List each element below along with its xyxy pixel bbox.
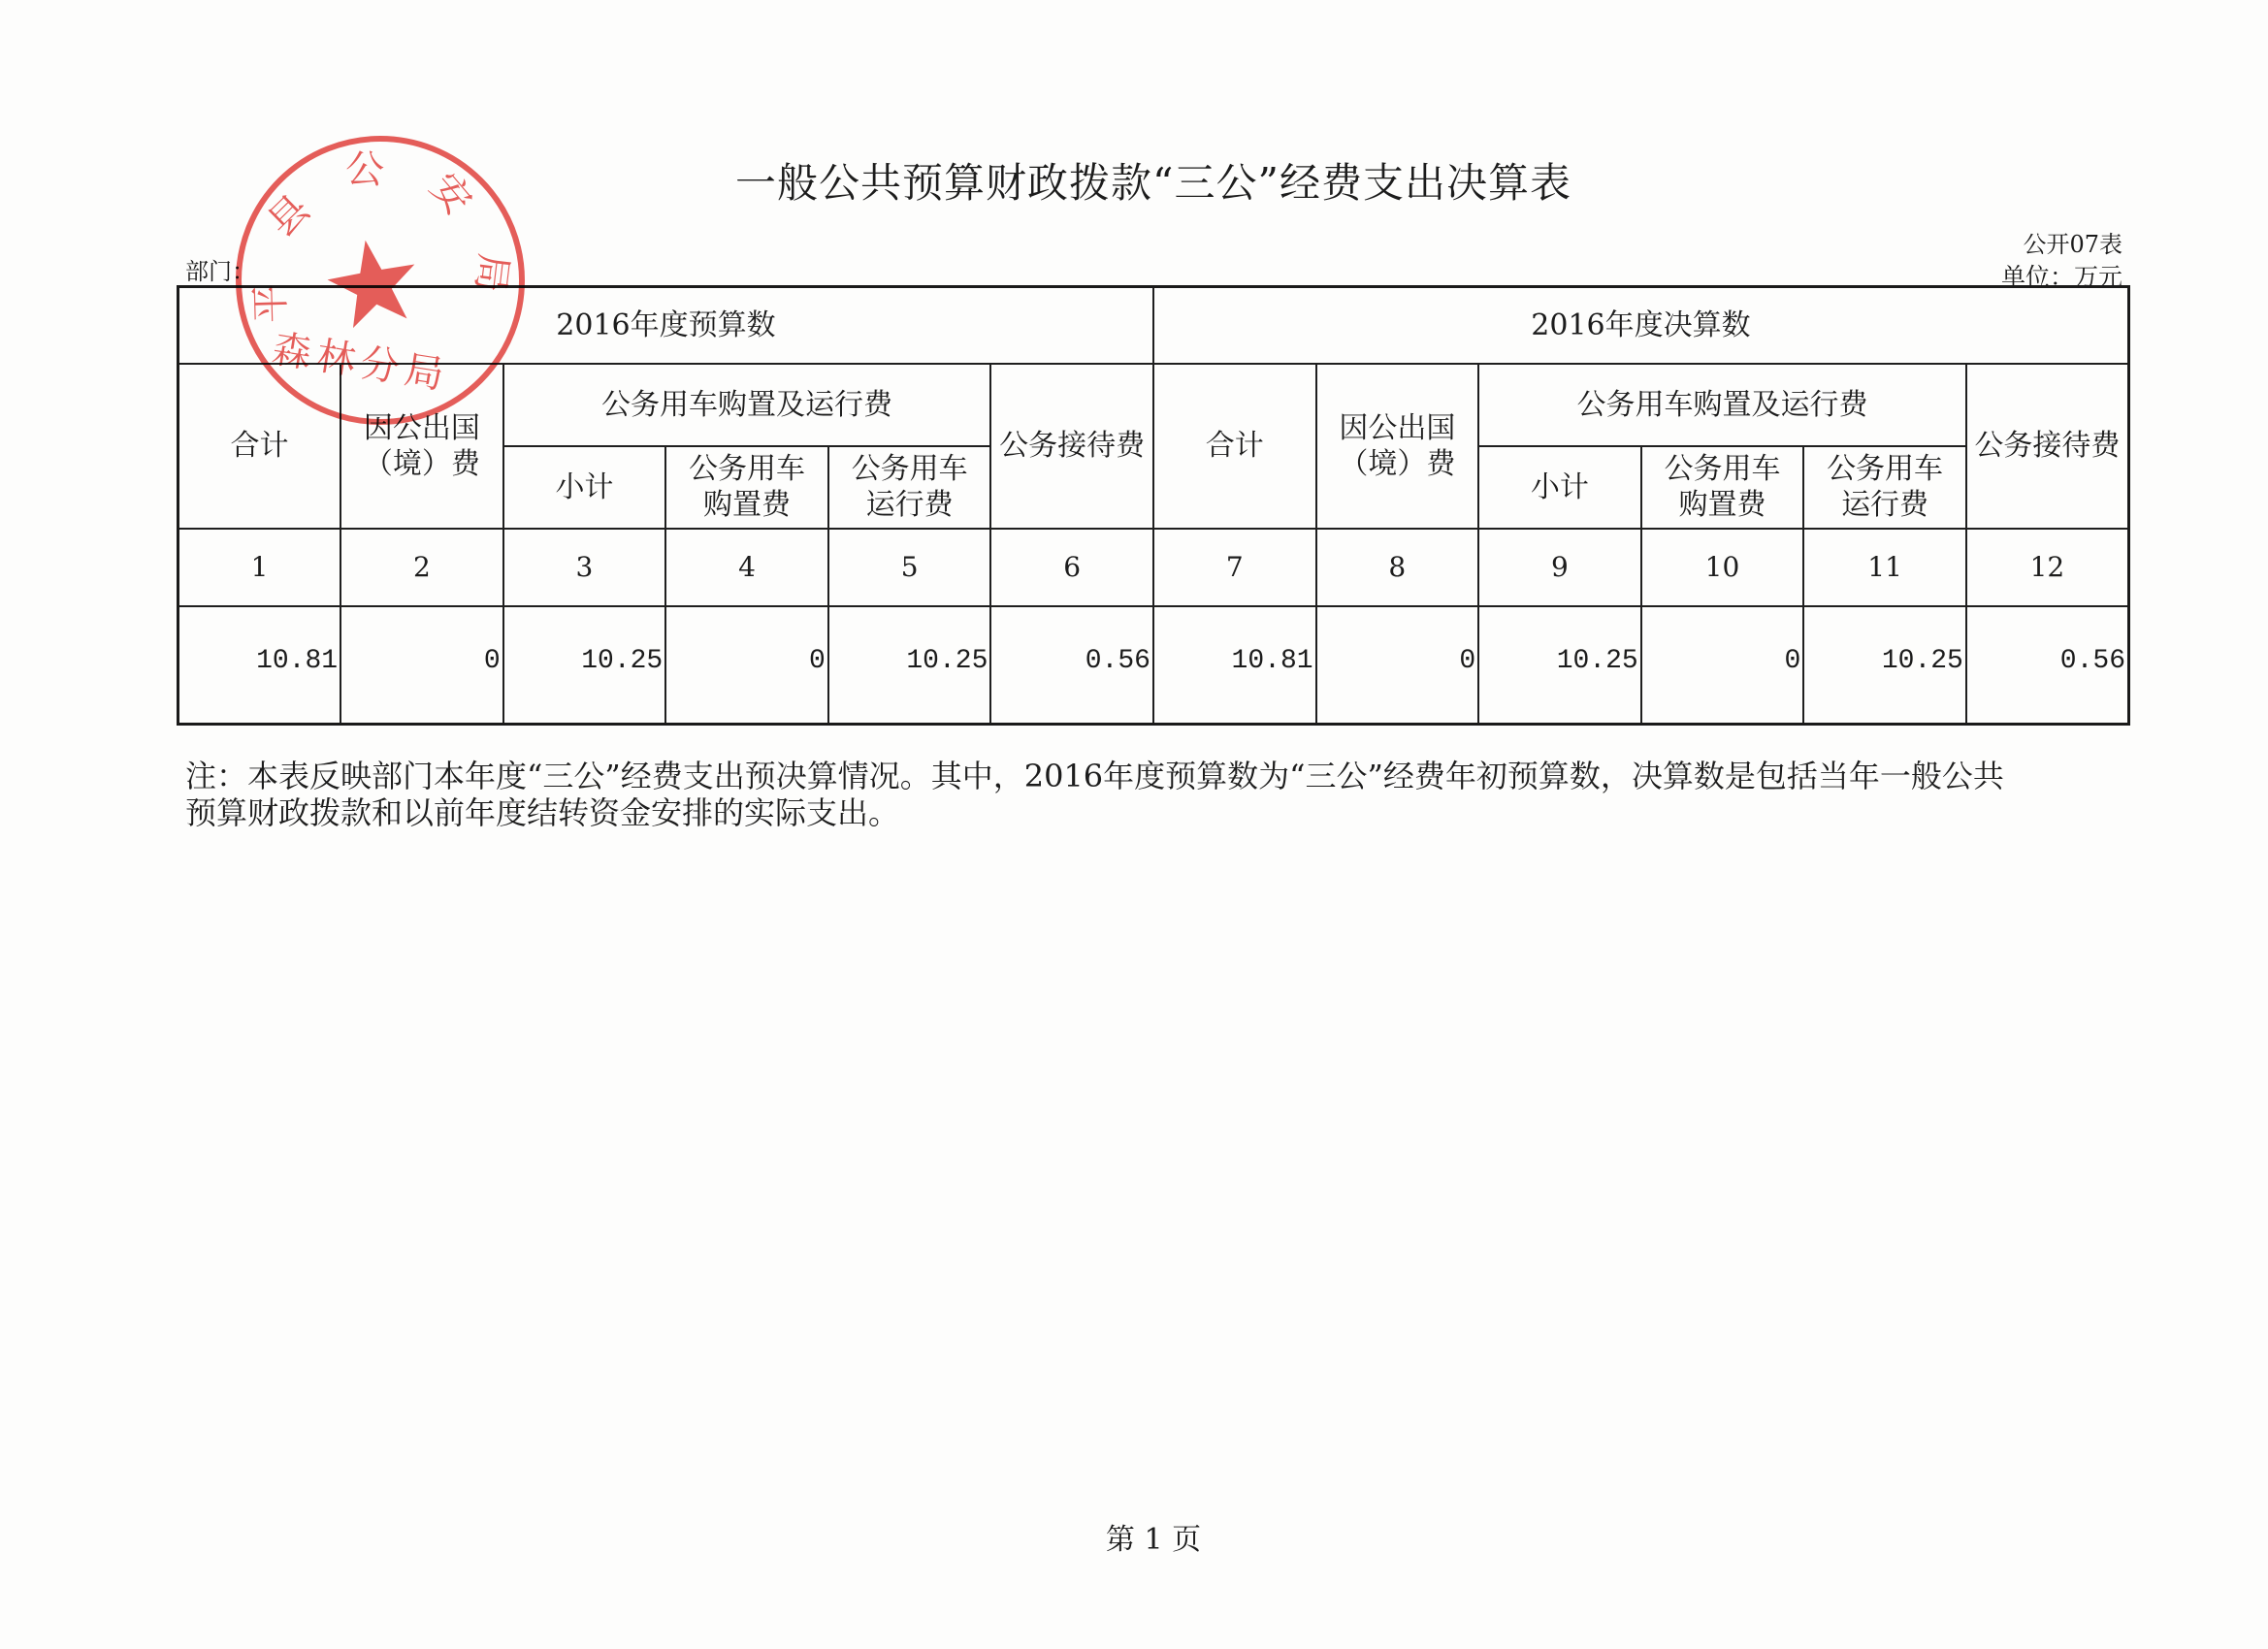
value-cell: 0 bbox=[665, 606, 828, 725]
header-line: 因公出国 bbox=[363, 410, 480, 445]
note-line: 注：本表反映部门本年度“三公”经费支出预决算情况。其中，2016年度预算数为“三公”经费年初预算数，决算数是包括当年一般公共 bbox=[185, 758, 2004, 794]
seal-arc-text: 平县公安局 bbox=[246, 146, 516, 336]
table-note bbox=[185, 758, 2004, 831]
seal-inner-text: 森林分局 bbox=[269, 326, 453, 400]
value-cell: 10.81 bbox=[1153, 606, 1316, 725]
header-final-subtotal: 小计 bbox=[1478, 446, 1641, 529]
header-budget-total: 合计 bbox=[178, 364, 341, 529]
column-number: 5 bbox=[828, 529, 991, 606]
header-line: 公务用车 bbox=[851, 452, 968, 486]
column-number: 7 bbox=[1153, 529, 1316, 606]
seal-star-icon bbox=[322, 233, 424, 331]
form-code: 公开07表 bbox=[2023, 231, 2122, 258]
header-line: 公务用车 bbox=[689, 452, 806, 486]
header-budget-vehicle-operation bbox=[828, 446, 991, 529]
header-line: 因公出国 bbox=[1339, 410, 1456, 445]
header-line: 购置费 bbox=[703, 488, 792, 522]
group-header-final: 2016年度决算数 bbox=[1153, 287, 2129, 364]
column-number: 8 bbox=[1316, 529, 1479, 606]
value-cell: 10.25 bbox=[503, 606, 666, 725]
department-label: 部门： bbox=[185, 258, 255, 285]
column-number: 9 bbox=[1478, 529, 1641, 606]
column-number: 12 bbox=[1966, 529, 2129, 606]
value-cell: 10.25 bbox=[828, 606, 991, 725]
header-line: （境）费 bbox=[1339, 446, 1456, 481]
column-number: 11 bbox=[1803, 529, 1966, 606]
header-line: （境）费 bbox=[363, 446, 480, 481]
header-final-vehicle: 公务用车购置及运行费 bbox=[1478, 364, 1966, 446]
header-budget-vehicle-purchase bbox=[665, 446, 828, 529]
value-cell: 0 bbox=[1316, 606, 1479, 725]
unit-label: 单位：万元 bbox=[2000, 263, 2122, 291]
header-line: 运行费 bbox=[865, 488, 954, 522]
note-line: 预算财政拨款和以前年度结转资金安排的实际支出。 bbox=[185, 794, 900, 831]
value-row bbox=[178, 606, 2129, 725]
header-final-total: 合计 bbox=[1153, 364, 1316, 529]
column-number-row bbox=[178, 529, 2129, 606]
value-cell: 10.25 bbox=[1478, 606, 1641, 725]
column-number: 3 bbox=[503, 529, 666, 606]
column-number: 1 bbox=[178, 529, 341, 606]
header-final-reception: 公务接待费 bbox=[1966, 364, 2129, 529]
header-final-vehicle-purchase bbox=[1641, 446, 1804, 529]
header-final-vehicle-operation bbox=[1803, 446, 1966, 529]
official-seal bbox=[225, 125, 535, 436]
header-budget-reception: 公务接待费 bbox=[990, 364, 1153, 529]
header-line: 公务用车 bbox=[1827, 452, 1944, 486]
value-cell: 10.81 bbox=[178, 606, 341, 725]
value-cell: 0 bbox=[1641, 606, 1804, 725]
column-number: 2 bbox=[340, 529, 503, 606]
header-line: 公务用车 bbox=[1664, 452, 1781, 486]
page-number: 第 1 页 bbox=[1105, 1523, 1202, 1557]
value-cell: 10.25 bbox=[1803, 606, 1966, 725]
value-cell: 0 bbox=[340, 606, 503, 725]
header-budget-vehicle: 公务用车购置及运行费 bbox=[503, 364, 991, 446]
column-number: 4 bbox=[665, 529, 828, 606]
header-line: 运行费 bbox=[1841, 488, 1929, 522]
value-cell: 0.56 bbox=[1966, 606, 2129, 725]
header-final-abroad bbox=[1316, 364, 1479, 529]
column-number: 10 bbox=[1641, 529, 1804, 606]
value-cell: 0.56 bbox=[990, 606, 1153, 725]
header-budget-subtotal: 小计 bbox=[503, 446, 666, 529]
header-line: 购置费 bbox=[1678, 488, 1766, 522]
column-number: 6 bbox=[990, 529, 1153, 606]
group-header-budget: 2016年度预算数 bbox=[178, 287, 1153, 364]
page-title: 一般公共预算财政拨款“三公”经费支出决算表 bbox=[735, 159, 1571, 207]
